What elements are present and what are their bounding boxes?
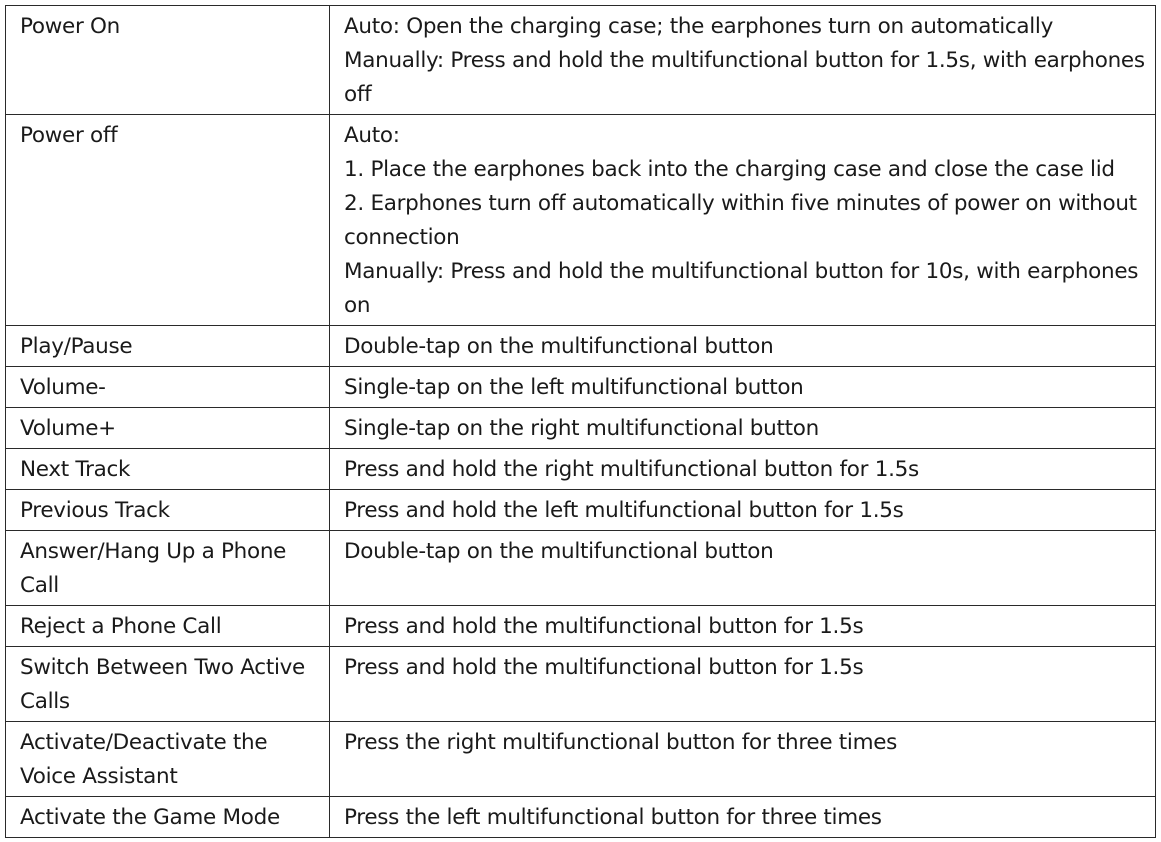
method-cell xyxy=(330,326,1156,367)
feature-cell: Activate the Game Mode xyxy=(6,797,330,838)
table-body xyxy=(6,6,1156,838)
table-row xyxy=(6,490,1156,531)
method-line: Single-tap on the left multifunctional button xyxy=(344,375,804,400)
method-line: Manually: Press and hold the multifunctional button for 10s, with earphones on xyxy=(344,259,1139,318)
method-cell xyxy=(330,531,1156,606)
method-line: 2. Earphones turn off automatically within five minutes of power on without connection xyxy=(344,191,1137,250)
method-line: Press the right multifunctional button for three times xyxy=(344,730,898,755)
feature-cell: Activate/Deactivate the Voice Assistant xyxy=(6,722,330,797)
method-cell xyxy=(330,115,1156,326)
table-row xyxy=(6,797,1156,838)
table-row xyxy=(6,647,1156,722)
feature-cell: Switch Between Two Active Calls xyxy=(6,647,330,722)
method-cell xyxy=(330,647,1156,722)
method-cell xyxy=(330,367,1156,408)
method-line: Press and hold the right multifunctional button for 1.5s xyxy=(344,457,919,482)
feature-cell: Power off xyxy=(6,115,330,326)
table-row xyxy=(6,531,1156,606)
feature-cell: Answer/Hang Up a Phone Call xyxy=(6,531,330,606)
button-operations-table xyxy=(5,5,1156,838)
method-line: Double-tap on the multifunctional button xyxy=(344,334,774,359)
method-cell xyxy=(330,722,1156,797)
method-cell xyxy=(330,606,1156,647)
table-row xyxy=(6,115,1156,326)
table-row xyxy=(6,6,1156,115)
method-cell xyxy=(330,408,1156,449)
table-row xyxy=(6,606,1156,647)
method-line: Press and hold the left multifunctional button for 1.5s xyxy=(344,498,904,523)
method-line: Press and hold the multifunctional button for 1.5s xyxy=(344,655,864,680)
feature-cell: Previous Track xyxy=(6,490,330,531)
method-line: Single-tap on the right multifunctional button xyxy=(344,416,819,441)
method-line: Manually: Press and hold the multifunctional button for 1.5s, with earphones off xyxy=(344,48,1145,107)
method-line: Double-tap on the multifunctional button xyxy=(344,539,774,564)
method-line: 1. Place the earphones back into the charging case and close the case lid xyxy=(344,157,1115,182)
method-line: Press the left multifunctional button for three times xyxy=(344,805,882,830)
table-row xyxy=(6,326,1156,367)
feature-cell: Volume- xyxy=(6,367,330,408)
document-page xyxy=(5,5,1156,834)
feature-cell: Play/Pause xyxy=(6,326,330,367)
feature-cell: Next Track xyxy=(6,449,330,490)
method-line: Auto: Open the charging case; the earphones turn on automatically xyxy=(344,14,1054,39)
table-row xyxy=(6,722,1156,797)
method-cell xyxy=(330,449,1156,490)
method-line: Auto: xyxy=(344,123,400,148)
table-row xyxy=(6,449,1156,490)
feature-cell: Volume+ xyxy=(6,408,330,449)
method-cell xyxy=(330,797,1156,838)
feature-cell: Power On xyxy=(6,6,330,115)
method-line: Press and hold the multifunctional button for 1.5s xyxy=(344,614,864,639)
method-cell xyxy=(330,6,1156,115)
feature-cell: Reject a Phone Call xyxy=(6,606,330,647)
table-row xyxy=(6,408,1156,449)
table-row xyxy=(6,367,1156,408)
method-cell xyxy=(330,490,1156,531)
